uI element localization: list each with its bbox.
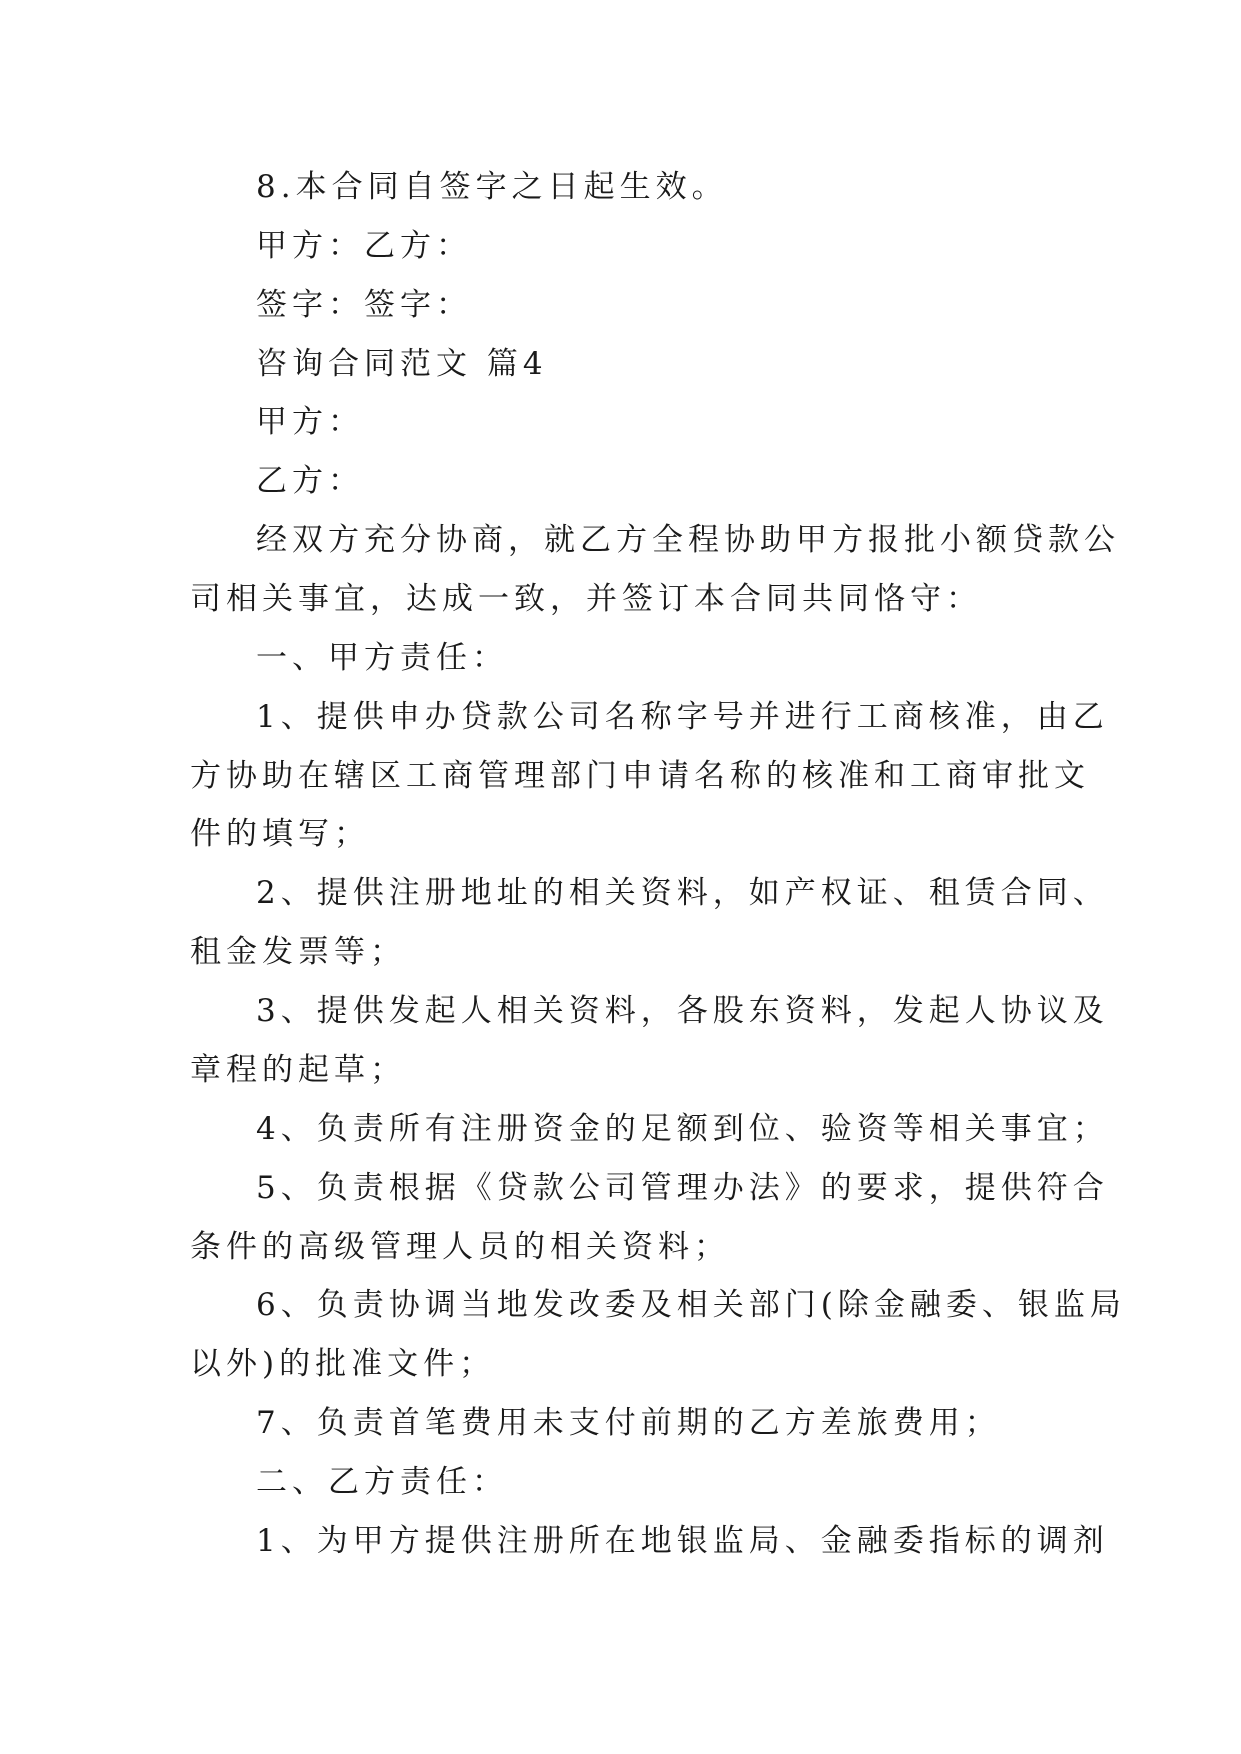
text-line: 件的填写； — [190, 816, 370, 852]
text-line: 一、甲方责任： — [256, 640, 508, 676]
text-line: 甲方：乙方： — [256, 228, 472, 264]
text-line: 7、负责首笔费用未支付前期的乙方差旅费用； — [256, 1405, 1001, 1441]
text-line: 租金发票等； — [190, 934, 406, 970]
text-line: 2、提供注册地址的相关资料，如产权证、租赁合同、 — [256, 875, 1109, 911]
text-line: 6、负责协调当地发改委及相关部门(除金融委、银监局 — [256, 1287, 1126, 1323]
text-line: 甲方： — [256, 404, 364, 440]
text-line: 5、负责根据《贷款公司管理办法》的要求，提供符合 — [256, 1170, 1109, 1206]
text-line: 4、负责所有注册资金的足额到位、验资等相关事宜； — [256, 1111, 1109, 1147]
section-heading: 咨询合同范文 篇4 — [256, 346, 548, 382]
text-line: 8.本合同自签字之日起生效。 — [256, 169, 728, 205]
text-line: 乙方： — [256, 463, 364, 499]
text-line: 条件的高级管理人员的相关资料； — [190, 1229, 730, 1265]
text-line: 以外)的批准文件； — [190, 1346, 496, 1382]
text-line: 经双方充分协商，就乙方全程协助甲方报批小额贷款公 — [256, 522, 1120, 558]
text-line: 章程的起草； — [190, 1052, 406, 1088]
text-line: 1、为甲方提供注册所在地银监局、金融委指标的调剂 — [256, 1523, 1109, 1559]
text-line: 司相关事宜，达成一致，并签订本合同共同恪守： — [190, 581, 982, 617]
text-line: 签字：签字： — [256, 287, 472, 323]
text-line: 方协助在辖区工商管理部门申请名称的核准和工商审批文 — [190, 758, 1090, 794]
text-line: 1、提供申办贷款公司名称字号并进行工商核准，由乙 — [256, 699, 1109, 735]
text-line: 3、提供发起人相关资料，各股东资料，发起人协议及 — [256, 993, 1109, 1029]
text-line: 二、乙方责任： — [256, 1464, 508, 1500]
